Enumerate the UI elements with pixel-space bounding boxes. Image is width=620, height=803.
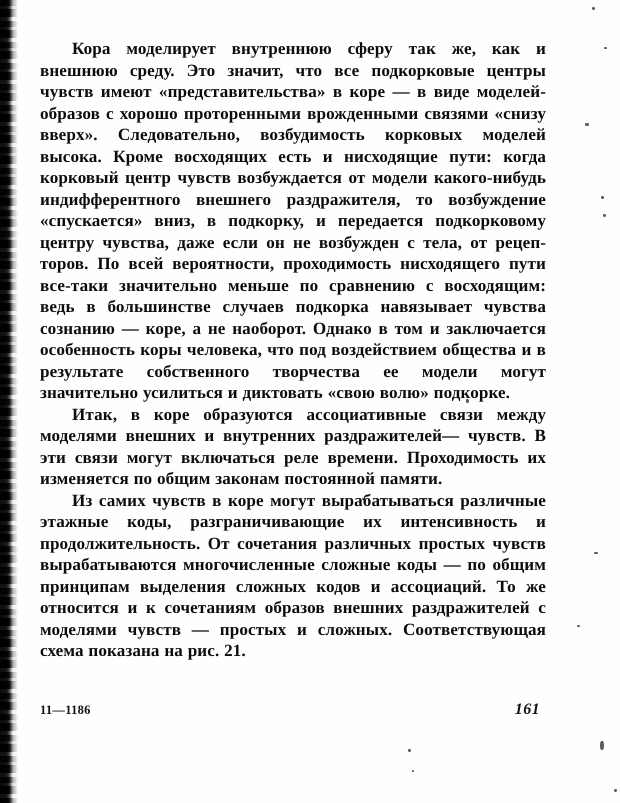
binding-gutter-noise	[0, 0, 18, 803]
scan-speck	[604, 47, 607, 49]
scan-speck	[577, 625, 580, 627]
scan-speck	[594, 552, 598, 554]
paragraph: Кора моделирует внутреннюю сферу так же, как и внешнюю среду. Это значит, что все подкорковые центры чувств имеют «представительства» в коре — в виде моделей-образов с хорошо проторенными врожденными связями «снизу вверх». Следовательно, возбудимость корковых моделей высока. Кроме восходящих есть и нисходящие пути: когда корковый центр чувств возбуждается от модели какого-нибудь индифферентного внешнего раздражителя, то возбуждение «спускается» вниз, в подкорку, и передается подкорковому центру чувства, даже если он не возбужден с тела, от рецепторов. По всей вероятности, проходимость нисходящего пути все-таки значительно меньше по сравнению с восходящим: ведь в большинстве случаев подкорка навязывает чувства сознанию — коре, а не наоборот. Однако в том и заключается особенность коры человека, что под воздействием общества и в результате собственного творчества ее модели могут значительно усилиться и диктовать «свою волю» подкорке.	[40, 39, 546, 402]
paragraph: Итак, в коре образуются ассоциативные связи между моделями внешних и внутренних раздражителей— чувств. В эти связи могут включаться реле времени. Проходимость их изменяется по общим законам постоянной памяти.	[40, 404, 546, 488]
page-number: 161	[514, 701, 540, 718]
scan-speck	[412, 770, 414, 772]
scan-speck	[603, 214, 606, 217]
paragraph: Из самих чувств в коре могут вырабатываться различные этажные коды, разграничивающие их интенсивность и продолжительность. От сочетания различных простых чувств вырабатываются многочисленные сложные коды — по общим принципам выделения сложных кодов и ассоциаций. То же относится и к сочетаниям образов внешних раздражителей с моделями чувств — простых и сложных. Соответствующая схема показана на рис. 21.	[40, 490, 546, 660]
scan-speck	[585, 123, 589, 126]
page-text-body	[40, 38, 546, 662]
signature-mark: 11—1186	[40, 703, 91, 717]
scan-speck	[592, 7, 595, 10]
page-footer	[40, 703, 546, 727]
scan-speck	[614, 789, 617, 792]
scan-speck	[600, 741, 604, 750]
scan-speck	[601, 196, 604, 199]
scan-speck	[408, 749, 411, 752]
